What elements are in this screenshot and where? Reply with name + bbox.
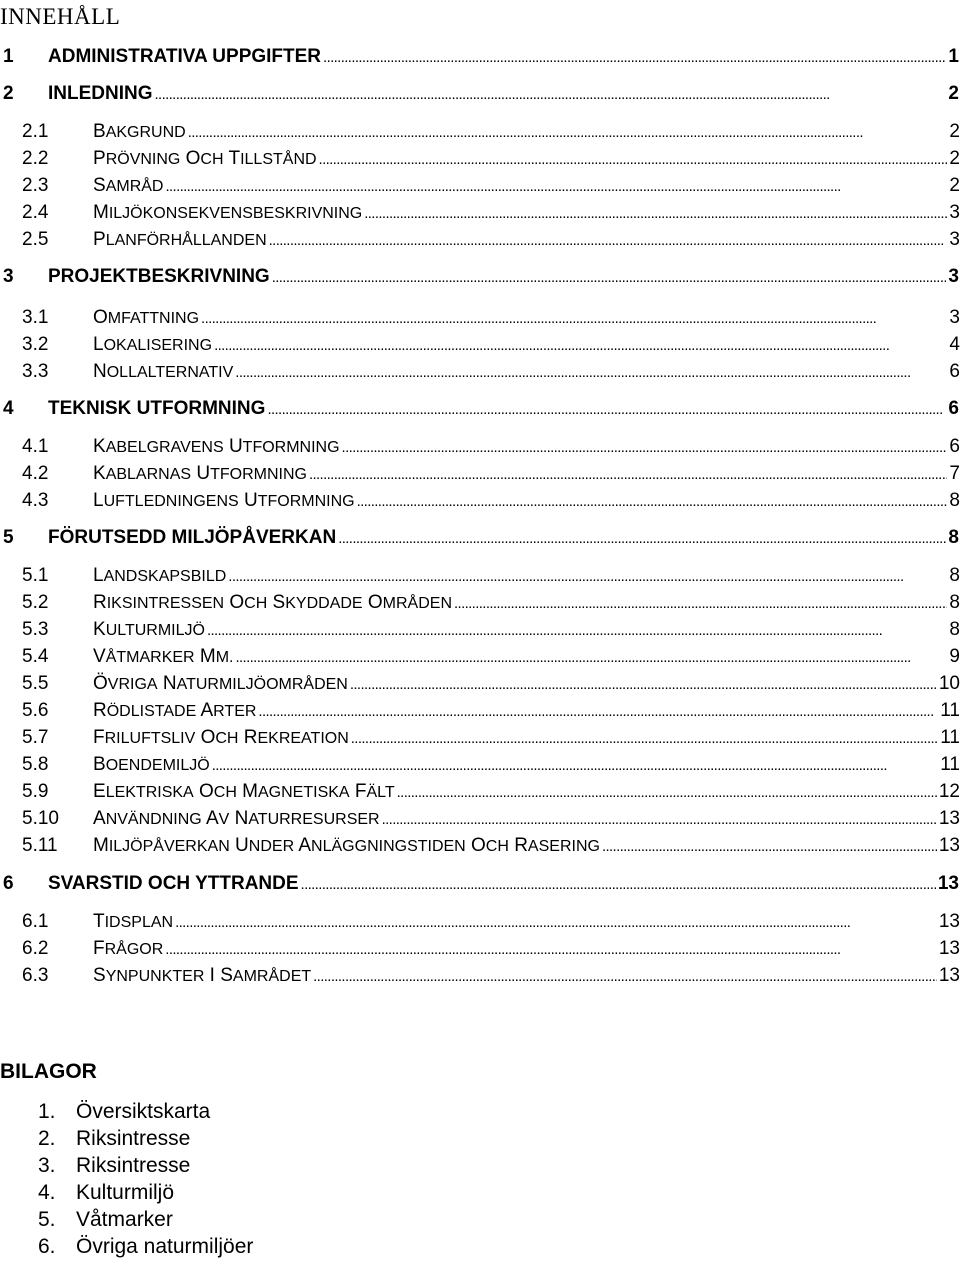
toc-subsection-row[interactable] bbox=[22, 463, 960, 485]
toc-dot-leader bbox=[350, 673, 937, 695]
toc-entry-label: VÅTMARKER MM. bbox=[93, 646, 234, 667]
toc-entry-page: 13 bbox=[938, 835, 960, 856]
appendix-item-label: Kulturmiljö bbox=[76, 1181, 175, 1204]
toc-entry-label: TIDSPLAN bbox=[93, 911, 174, 932]
toc-dot-leader bbox=[342, 436, 948, 458]
toc-subsection-row[interactable] bbox=[22, 334, 960, 356]
toc-subsection-row[interactable] bbox=[22, 700, 960, 722]
toc-entry-number: 4.3 bbox=[22, 490, 49, 511]
toc-entry-number: 5 bbox=[3, 527, 14, 548]
toc-subsection-row[interactable] bbox=[22, 592, 960, 614]
toc-entry-number: 2.2 bbox=[22, 148, 49, 169]
toc-entry-number: 2 bbox=[3, 83, 14, 104]
appendix-item-number: 6. bbox=[38, 1235, 56, 1258]
toc-entry-page: 6 bbox=[948, 398, 959, 419]
toc-section-row[interactable] bbox=[3, 46, 959, 68]
toc-entry-number: 3 bbox=[3, 266, 14, 287]
toc-entry-page: 8 bbox=[949, 592, 960, 613]
appendix-item bbox=[38, 1154, 190, 1178]
toc-entry-number: 2.1 bbox=[22, 121, 49, 142]
appendix-item-label: Översiktskarta bbox=[76, 1100, 211, 1123]
toc-subsection-row[interactable] bbox=[22, 490, 960, 512]
toc-subsection-row[interactable] bbox=[22, 307, 960, 329]
appendix-item-number: 3. bbox=[38, 1154, 56, 1177]
toc-entry-label: BAKGRUND bbox=[93, 121, 186, 142]
toc-entry-number: 4 bbox=[3, 398, 14, 419]
toc-section-row[interactable] bbox=[3, 873, 959, 895]
toc-section-row[interactable] bbox=[3, 266, 959, 288]
toc-dot-leader bbox=[602, 835, 937, 857]
toc-dot-leader bbox=[201, 307, 947, 329]
toc-dot-leader bbox=[313, 965, 937, 987]
toc-subsection-row[interactable] bbox=[22, 565, 960, 587]
toc-dot-leader bbox=[175, 911, 937, 933]
appendix-item-label: Våtmarker bbox=[76, 1208, 173, 1231]
appendix-item-label: Riksintresse bbox=[76, 1154, 191, 1177]
toc-entry-number: 5.1 bbox=[22, 565, 49, 586]
appendix-item-number: 2. bbox=[38, 1127, 56, 1150]
toc-entry-page: 9 bbox=[949, 646, 960, 667]
appendix-item-number: 5. bbox=[38, 1208, 56, 1231]
toc-dot-leader bbox=[309, 463, 947, 485]
toc-entry-page: 2 bbox=[949, 148, 960, 169]
toc-entry-label: ÖVRIGA NATURMILJÖOMRÅDEN bbox=[93, 673, 348, 694]
toc-entry-number: 5.2 bbox=[22, 592, 49, 613]
toc-subsection-row[interactable] bbox=[22, 938, 960, 960]
toc-entry-label: SAMRÅD bbox=[93, 175, 164, 196]
toc-subsection-row[interactable] bbox=[22, 436, 960, 458]
toc-entry-label: PROJEKTBESKRIVNING bbox=[48, 266, 270, 287]
toc-entry-number: 5.6 bbox=[22, 700, 49, 721]
toc-entry-label: SVARSTID OCH YTTRANDE bbox=[48, 873, 299, 894]
toc-dot-leader bbox=[165, 938, 937, 960]
toc-subsection-row[interactable] bbox=[22, 229, 960, 251]
toc-entry-label: LUFTLEDNINGENS UTFORMNING bbox=[93, 490, 355, 511]
toc-entry-number: 5.3 bbox=[22, 619, 49, 640]
toc-entry-label: RÖDLISTADE ARTER bbox=[93, 700, 257, 721]
toc-dot-leader bbox=[258, 700, 938, 722]
toc-entry-label: NOLLALTERNATIV bbox=[93, 361, 234, 382]
toc-section-row[interactable] bbox=[3, 83, 959, 105]
toc-dot-leader bbox=[272, 266, 947, 288]
toc-entry-page: 2 bbox=[949, 175, 960, 196]
toc-entry-number: 6 bbox=[3, 873, 14, 894]
toc-dot-leader bbox=[301, 873, 936, 895]
toc-subsection-row[interactable] bbox=[22, 727, 960, 749]
toc-dot-leader bbox=[323, 46, 946, 68]
toc-subsection-row[interactable] bbox=[22, 148, 960, 170]
toc-entry-label: ADMINISTRATIVA UPPGIFTER bbox=[48, 46, 322, 67]
toc-entry-label: ANVÄNDNING AV NATURRESURSER bbox=[93, 808, 380, 829]
toc-subsection-row[interactable] bbox=[22, 835, 960, 857]
toc-entry-page: 3 bbox=[949, 202, 960, 223]
toc-entry-page: 13 bbox=[938, 938, 960, 959]
toc-entry-label: LANDSKAPSBILD bbox=[93, 565, 227, 586]
toc-entry-number: 6.2 bbox=[22, 938, 49, 959]
toc-entry-page: 11 bbox=[940, 727, 960, 748]
toc-entry-label: BOENDEMILJÖ bbox=[93, 754, 210, 775]
toc-entry-page: 8 bbox=[948, 527, 959, 548]
appendix-heading: BILAGOR bbox=[0, 1060, 97, 1083]
toc-entry-page: 1 bbox=[948, 46, 959, 67]
toc-entry-number: 5.8 bbox=[22, 754, 49, 775]
appendix-item-number: 1. bbox=[38, 1100, 56, 1123]
appendix-item bbox=[38, 1235, 253, 1259]
toc-dot-leader bbox=[351, 727, 939, 749]
toc-entry-number: 5.11 bbox=[22, 835, 58, 856]
appendix-item bbox=[38, 1181, 174, 1205]
toc-entry-label: OMFATTNING bbox=[93, 307, 200, 328]
toc-section-row[interactable] bbox=[3, 398, 959, 420]
toc-entry-label: KABLARNAS UTFORMNING bbox=[93, 463, 307, 484]
toc-entry-page: 3 bbox=[949, 229, 960, 250]
toc-entry-label: TEKNISK UTFORMNING bbox=[48, 398, 266, 419]
toc-entry-label: FÖRUTSEDD MILJÖPÅVERKAN bbox=[48, 527, 337, 548]
toc-entry-page: 13 bbox=[938, 965, 960, 986]
toc-entry-number: 4.2 bbox=[22, 463, 49, 484]
toc-entry-number: 4.1 bbox=[22, 436, 49, 457]
toc-entry-page: 13 bbox=[938, 911, 960, 932]
toc-entry-page: 12 bbox=[938, 781, 960, 802]
toc-entry-label: PLANFÖRHÅLLANDEN bbox=[93, 229, 267, 250]
toc-title: INNEHÅLL bbox=[0, 4, 121, 29]
toc-dot-leader bbox=[364, 202, 947, 224]
appendix-item-label: Övriga naturmiljöer bbox=[76, 1235, 254, 1258]
toc-entry-page: 3 bbox=[949, 307, 960, 328]
toc-dot-leader bbox=[235, 646, 947, 668]
toc-entry-label: MILJÖPÅVERKAN UNDER ANLÄGGNINGSTIDEN OCH RASERING bbox=[93, 835, 600, 856]
toc-subsection-row[interactable] bbox=[22, 619, 960, 641]
toc-dot-leader bbox=[214, 334, 947, 356]
toc-dot-leader bbox=[357, 490, 948, 512]
toc-subsection-row[interactable] bbox=[22, 175, 960, 197]
appendix-item bbox=[38, 1100, 210, 1124]
toc-entry-label: LOKALISERING bbox=[93, 334, 213, 355]
toc-entry-page: 4 bbox=[949, 334, 960, 355]
toc-entry-number: 2.5 bbox=[22, 229, 49, 250]
toc-subsection-row[interactable] bbox=[22, 911, 960, 933]
toc-entry-number: 3.3 bbox=[22, 361, 49, 382]
toc-subsection-row[interactable] bbox=[22, 965, 960, 987]
toc-subsection-row[interactable] bbox=[22, 361, 960, 383]
toc-dot-leader bbox=[207, 619, 947, 641]
toc-entry-label: FRILUFTSLIV OCH REKREATION bbox=[93, 727, 349, 748]
toc-entry-number: 5.9 bbox=[22, 781, 49, 802]
toc-dot-leader bbox=[319, 148, 948, 170]
toc-dot-leader bbox=[454, 592, 947, 614]
toc-subsection-row[interactable] bbox=[22, 781, 960, 803]
toc-entry-number: 5.7 bbox=[22, 727, 49, 748]
toc-entry-label: MILJÖKONSEKVENSBESKRIVNING bbox=[93, 202, 363, 223]
toc-entry-label: ELEKTRISKA OCH MAGNETISKA FÄLT bbox=[93, 781, 395, 802]
appendix-item bbox=[38, 1127, 190, 1151]
toc-dot-leader bbox=[269, 229, 948, 251]
toc-dot-leader bbox=[382, 808, 937, 830]
toc-entry-label: KULTURMILJÖ bbox=[93, 619, 205, 640]
toc-dot-leader bbox=[155, 83, 947, 105]
toc-entry-page: 8 bbox=[949, 565, 960, 586]
toc-entry-page: 7 bbox=[949, 463, 960, 484]
toc-entry-number: 5.5 bbox=[22, 673, 49, 694]
toc-entry-page: 3 bbox=[948, 266, 959, 287]
toc-subsection-row[interactable] bbox=[22, 121, 960, 143]
toc-entry-label: FRÅGOR bbox=[93, 938, 164, 959]
toc-entry-page: 2 bbox=[948, 83, 959, 104]
toc-entry-number: 5.10 bbox=[22, 808, 59, 829]
toc-dot-leader bbox=[267, 398, 946, 420]
toc-entry-label: PRÖVNING OCH TILLSTÅND bbox=[93, 148, 317, 169]
toc-dot-leader bbox=[212, 754, 939, 776]
toc-entry-page: 6 bbox=[949, 361, 960, 382]
toc-subsection-row[interactable] bbox=[22, 646, 960, 668]
toc-entry-number: 3.2 bbox=[22, 334, 49, 355]
toc-entry-number: 3.1 bbox=[22, 307, 49, 328]
toc-dot-leader bbox=[228, 565, 947, 587]
toc-dot-leader bbox=[188, 121, 948, 143]
toc-entry-page: 11 bbox=[940, 754, 960, 775]
toc-entry-number: 2.4 bbox=[22, 202, 49, 223]
toc-entry-page: 2 bbox=[949, 121, 960, 142]
toc-entry-page: 13 bbox=[937, 873, 959, 894]
toc-entry-page: 13 bbox=[938, 808, 960, 829]
toc-entry-label: SYNPUNKTER I SAMRÅDET bbox=[93, 965, 312, 986]
toc-dot-leader bbox=[338, 527, 946, 549]
toc-entry-page: 11 bbox=[940, 700, 960, 721]
toc-entry-page: 8 bbox=[949, 490, 960, 511]
toc-subsection-row[interactable] bbox=[22, 673, 960, 695]
toc-dot-leader bbox=[235, 361, 947, 383]
appendix-item bbox=[38, 1208, 173, 1232]
toc-entry-page: 8 bbox=[949, 619, 960, 640]
toc-entry-number: 2.3 bbox=[22, 175, 49, 196]
toc-entry-number: 6.3 bbox=[22, 965, 49, 986]
toc-entry-label: INLEDNING bbox=[48, 83, 153, 104]
toc-subsection-row[interactable] bbox=[22, 808, 960, 830]
appendix-item-number: 4. bbox=[38, 1181, 56, 1204]
toc-entry-page: 6 bbox=[949, 436, 960, 457]
appendix-item-label: Riksintresse bbox=[76, 1127, 191, 1150]
toc-dot-leader bbox=[165, 175, 947, 197]
toc-entry-number: 5.4 bbox=[22, 646, 49, 667]
toc-subsection-row[interactable] bbox=[22, 202, 960, 224]
toc-entry-label: RIKSINTRESSEN OCH SKYDDADE OMRÅDEN bbox=[93, 592, 452, 613]
toc-subsection-row[interactable] bbox=[22, 754, 960, 776]
toc-entry-number: 6.1 bbox=[22, 911, 49, 932]
toc-entry-number: 1 bbox=[3, 46, 14, 67]
toc-dot-leader bbox=[397, 781, 937, 803]
toc-section-row[interactable] bbox=[3, 527, 959, 549]
toc-entry-page: 10 bbox=[938, 673, 960, 694]
toc-entry-label: KABELGRAVENS UTFORMNING bbox=[93, 436, 340, 457]
